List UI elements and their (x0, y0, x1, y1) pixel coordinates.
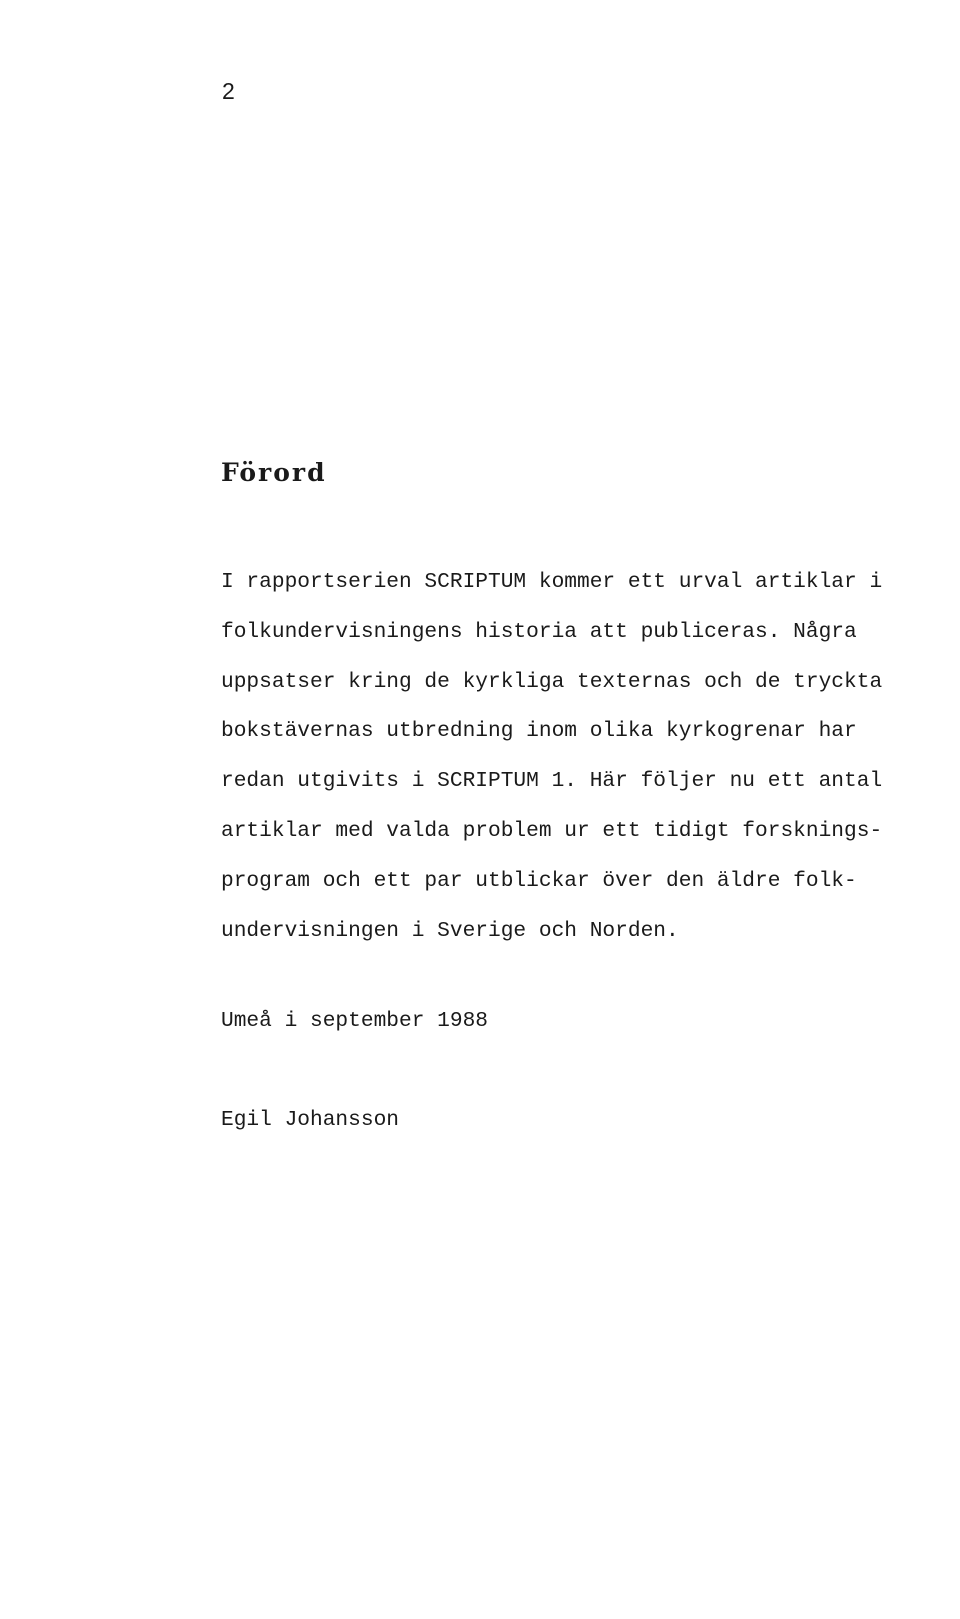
body-line: undervisningen i Sverige och Norden. (221, 918, 679, 943)
body-line: program och ett par utblickar över den äldre folk- (221, 868, 857, 893)
page-number: 2 (222, 78, 235, 104)
body-line: I rapportserien SCRIPTUM kommer ett urval artiklar i (221, 570, 883, 594)
body-line: artiklar med valda problem ur ett tidigt forsknings- (221, 818, 883, 843)
foreword-heading: Förord (221, 458, 327, 487)
body-line: uppsatser kring de kyrkliga texternas och de tryckta (221, 669, 883, 694)
body-line: folkundervisningens historia att publiceras. Några (221, 619, 857, 644)
body-line: redan utgivits i SCRIPTUM 1. Här följer nu ett antal (221, 769, 883, 794)
body-line: bokstävernas utbredning inom olika kyrkogrenar har (221, 719, 857, 744)
author-signature: Egil Johansson (221, 1108, 400, 1132)
place-and-date: Umeå i september 1988 (221, 1009, 489, 1033)
foreword-body (221, 558, 921, 956)
